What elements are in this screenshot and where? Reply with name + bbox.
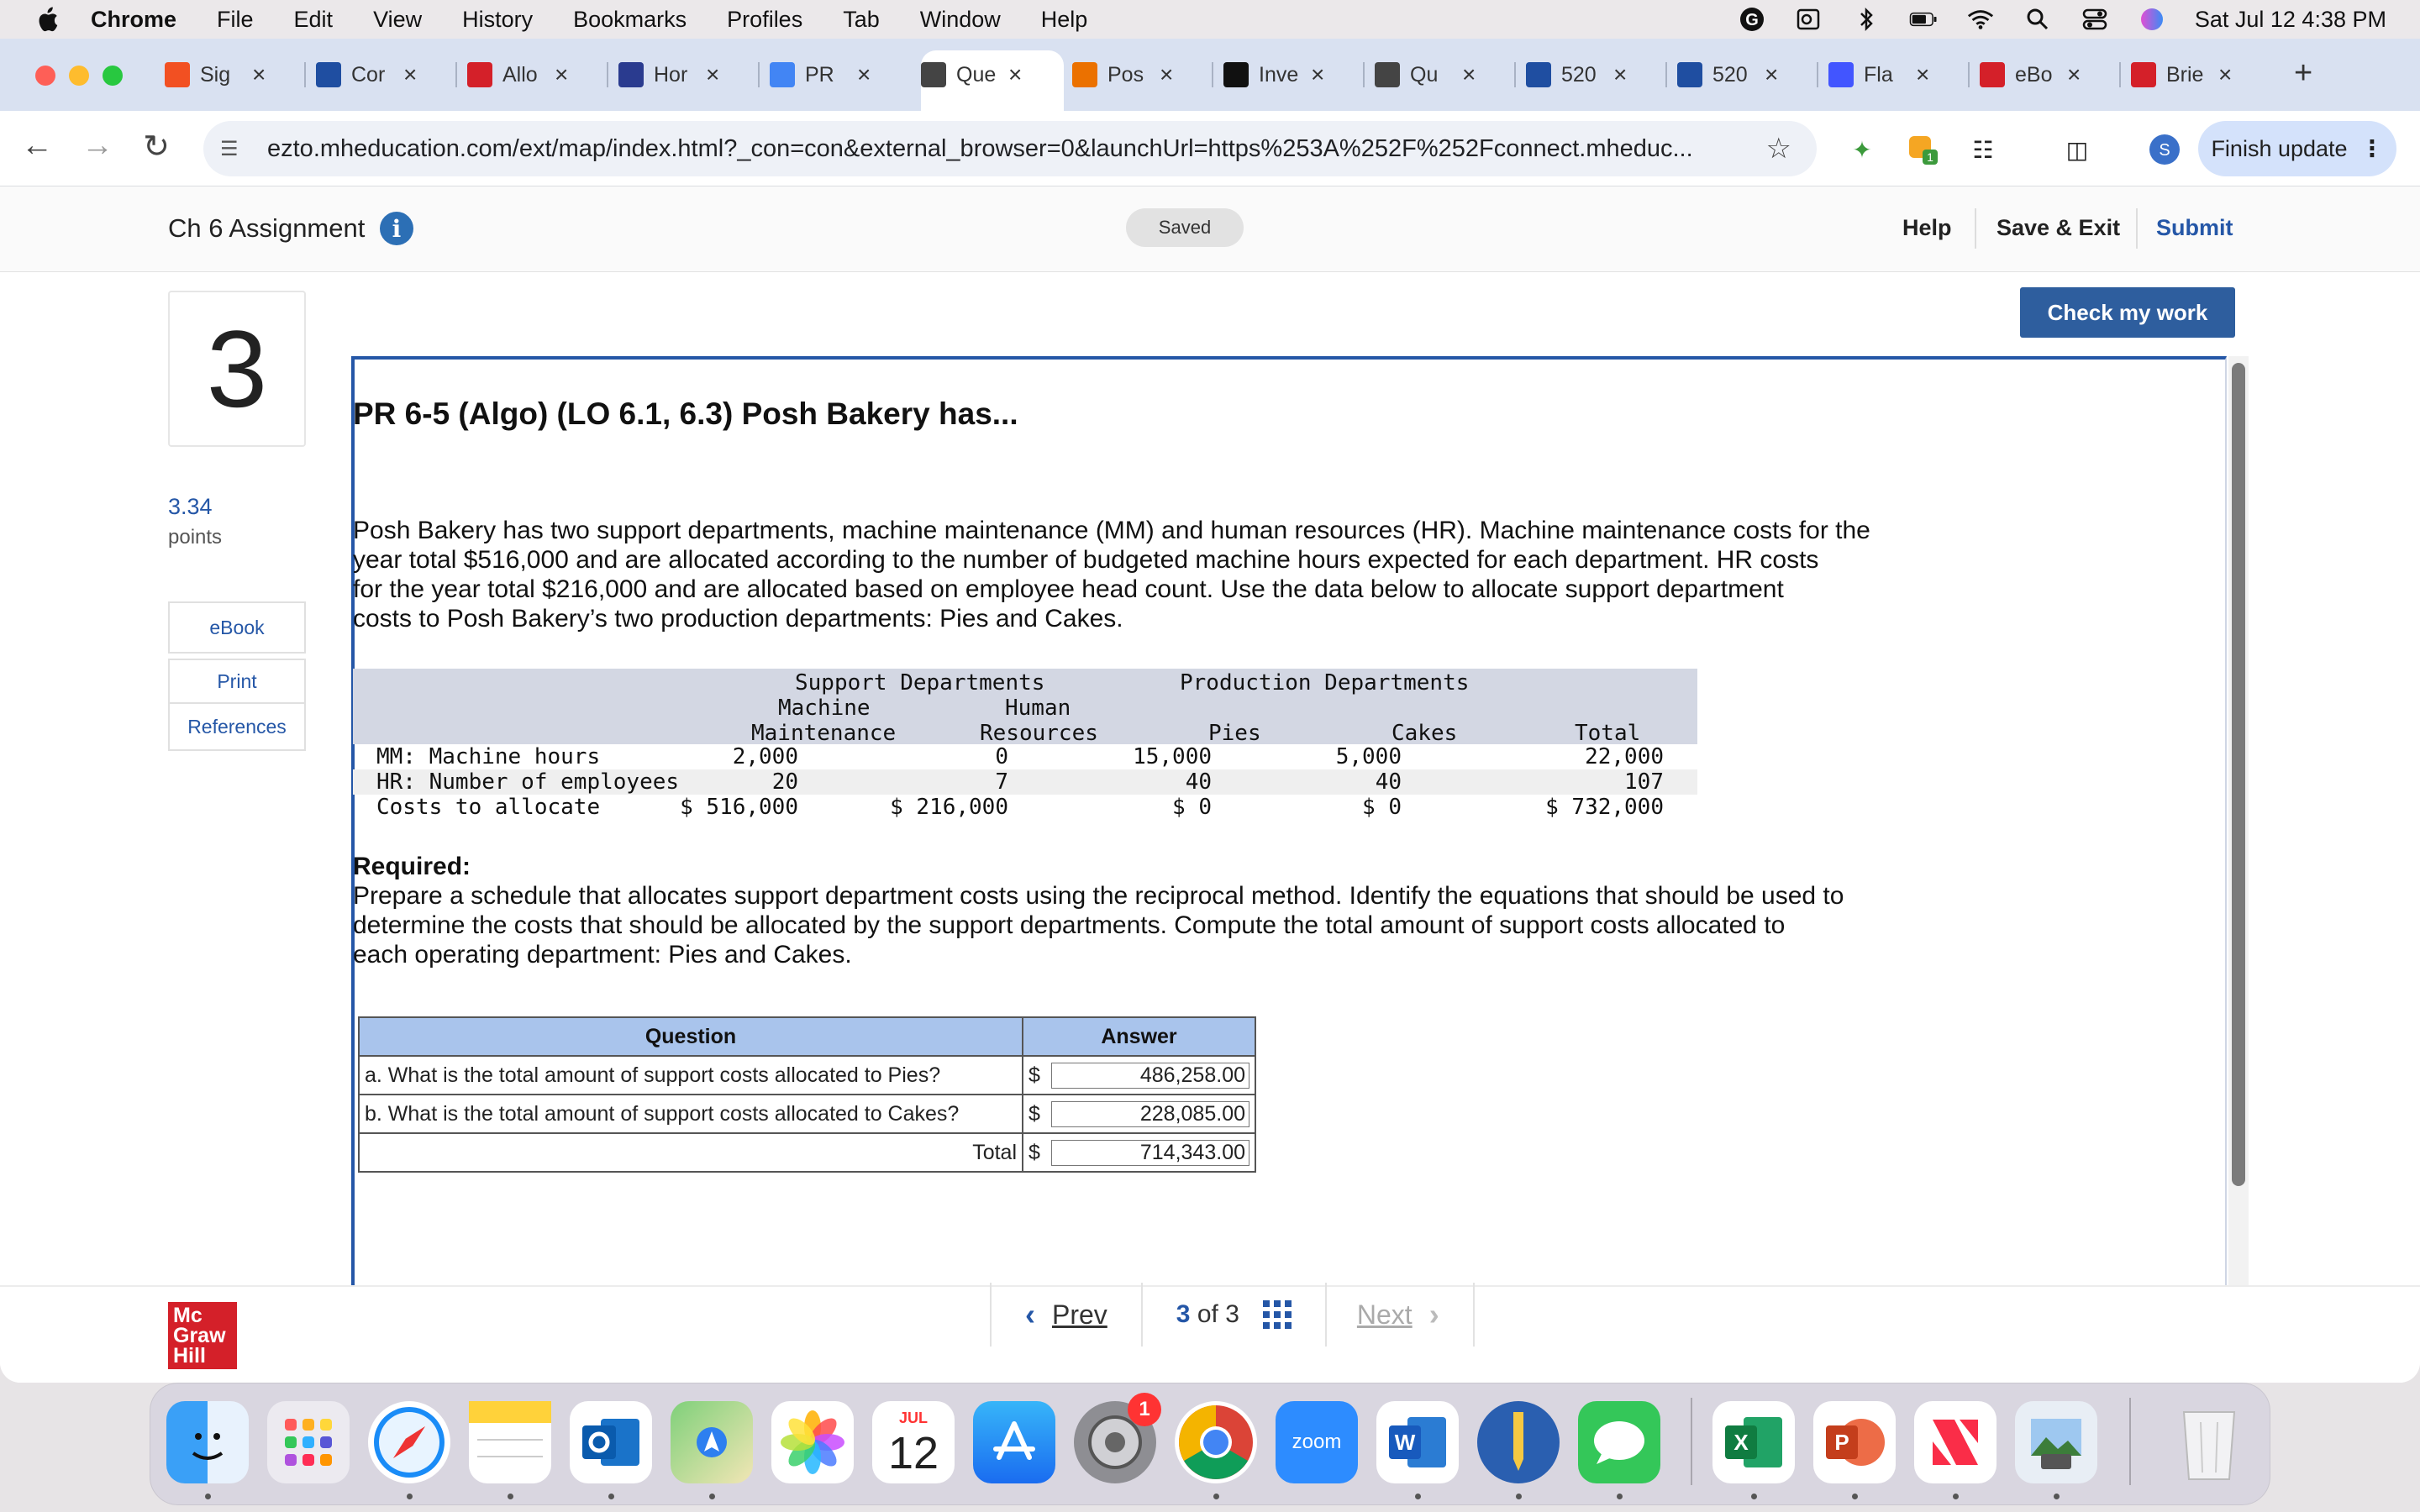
tab-separator (607, 62, 608, 87)
apple-icon[interactable] (32, 6, 62, 33)
cell-cakes: 5,000 (1335, 744, 1402, 769)
print-button[interactable]: Print (170, 660, 304, 704)
cell-hr: 7 (995, 769, 1008, 795)
browser-tab[interactable] (165, 57, 266, 92)
extension-badge-count: 1 (1927, 150, 1933, 164)
next-chevron-icon[interactable]: › (1428, 1297, 1439, 1331)
windows-icon (165, 62, 190, 87)
cell-pies: 40 (1185, 769, 1212, 795)
running-indicator (1852, 1494, 1858, 1499)
tab-label: PR (805, 62, 834, 87)
cell-pies: 15,000 (1133, 744, 1212, 769)
svg-text:X: X (1733, 1430, 1749, 1455)
mcgraw-icon (467, 62, 492, 87)
required-line: determine the costs that should be allocated by the support departments. Compute the total amount of support costs allocated to (353, 911, 1786, 939)
tab-close-icon[interactable]: × (1613, 61, 1628, 87)
powerpoint-icon[interactable] (1813, 1401, 1896, 1483)
tab-close-icon[interactable]: × (1008, 61, 1023, 87)
question-intro (353, 516, 1941, 633)
running-indicator (1953, 1494, 1959, 1499)
question-number: 3 (168, 291, 306, 447)
calendar-day: 12 (887, 1428, 939, 1478)
profile-initial: S (2159, 141, 2170, 160)
tab-close-icon[interactable]: × (1462, 61, 1476, 87)
extensions-puzzle-icon[interactable]: ☷ (1972, 136, 1994, 163)
menubar-datetime[interactable]: Sat Jul 12 4:38 PM (2194, 6, 2386, 32)
browser-tab[interactable] (618, 57, 719, 92)
tab-close-icon[interactable]: × (1765, 61, 1779, 87)
answer-table-header (359, 1017, 1255, 1056)
running-indicator (709, 1494, 715, 1499)
browser-tab[interactable] (1223, 57, 1324, 92)
browser-tab[interactable] (1677, 57, 1778, 92)
preview-icon[interactable] (2015, 1401, 2097, 1483)
browser-tab[interactable] (1072, 57, 1173, 92)
running-indicator (1213, 1494, 1219, 1499)
question-grid-icon[interactable] (1263, 1300, 1292, 1329)
browser-tab[interactable] (770, 57, 871, 92)
notes-icon[interactable] (469, 1401, 551, 1483)
answer-a-input[interactable]: 486,258.00 (1051, 1063, 1249, 1089)
menu-profiles[interactable]: Profiles (727, 6, 803, 32)
wifi-icon[interactable] (1966, 7, 1995, 32)
cell-cakes: $ 0 (1362, 795, 1402, 820)
help-link[interactable]: Help (1902, 215, 1952, 240)
points-label: points (168, 526, 223, 549)
row-label: MM: Machine hours (376, 744, 601, 769)
tab-separator (1665, 62, 1667, 87)
browser-tab[interactable] (1375, 57, 1476, 92)
points-value: 3.34 (168, 494, 213, 519)
finish-update-button[interactable] (2198, 121, 2396, 176)
menu-help[interactable]: Help (1040, 6, 1088, 32)
tab-separator (2119, 62, 2121, 87)
table-row-total (359, 1133, 1255, 1172)
header-resources: Resources (980, 721, 1098, 746)
running-indicator (1751, 1494, 1757, 1499)
header-question: Question (359, 1017, 1023, 1056)
zoom-icon[interactable] (1276, 1401, 1358, 1483)
cell-total: 107 (1624, 769, 1664, 795)
grammarly-icon[interactable] (1738, 7, 1766, 32)
table-row (359, 1095, 1255, 1133)
question-b: b. What is the total amount of support costs allocated to Cakes? (359, 1095, 1023, 1133)
safari-icon[interactable] (368, 1401, 450, 1483)
tab-separator (1968, 62, 1970, 87)
header-answer: Answer (1023, 1017, 1255, 1056)
browser-tab[interactable] (921, 57, 1022, 92)
save-exit-button[interactable]: Save & Exit (1996, 215, 2121, 240)
tab-close-icon[interactable]: × (857, 61, 871, 87)
header-divider (2136, 208, 2138, 249)
svg-text:P: P (1834, 1430, 1849, 1455)
browser-tab[interactable] (2131, 57, 2232, 92)
question-title: PR 6-5 (Algo) (LO 6.1, 6.3) Posh Bakery has... (353, 396, 1018, 431)
cell-total: $ 732,000 (1545, 795, 1664, 820)
calendar-icon[interactable] (872, 1401, 955, 1483)
mh-icon (1677, 62, 1702, 87)
header-support-departments: Support Departments (795, 670, 1045, 696)
assignment-title: Ch 6 Assignment (168, 213, 366, 243)
running-indicator (1617, 1494, 1623, 1499)
menu-view[interactable]: View (373, 6, 423, 32)
finish-update-label: Finish update (2211, 135, 2348, 161)
finder-icon[interactable] (166, 1401, 249, 1483)
header-machine: Machine (778, 696, 871, 721)
resource-box-ebook (168, 601, 306, 654)
cell-pies: $ 0 (1172, 795, 1212, 820)
intro-line: for the year total $216,000 and are allocated based on employee head count. Use the data below to allocate support department (353, 575, 1784, 603)
tab-label: Qu (1410, 62, 1439, 87)
tab-label: Brie (2166, 62, 2204, 87)
menu-tab[interactable]: Tab (843, 6, 880, 32)
tab-close-icon[interactable]: × (555, 61, 569, 87)
chrome-icon[interactable] (1175, 1401, 1257, 1483)
reload-button[interactable]: ↻ (143, 129, 170, 165)
required-line: each operating department: Pies and Cakes. (353, 941, 852, 969)
cell-mm: $ 516,000 (680, 795, 798, 820)
outlook-icon[interactable] (570, 1401, 652, 1483)
bluetooth-icon[interactable] (1852, 7, 1881, 32)
menu-window[interactable]: Window (919, 6, 1001, 32)
browser-tab[interactable] (467, 57, 568, 92)
url-text[interactable]: ezto.mheducation.com/ext/map/index.html?_con=con&external_browser=0&launchUrl=https%253A%252F%252Fconnect.mheduc... (267, 134, 1693, 162)
required-line: Prepare a schedule that allocates support department costs using the reciprocal method. Identify the equations that should be used to (353, 882, 1844, 910)
news-icon[interactable] (1914, 1401, 1996, 1483)
mh-icon (316, 62, 341, 87)
siri-icon[interactable] (2138, 7, 2166, 32)
pencil-app-icon[interactable] (1477, 1401, 1560, 1483)
header-maintenance: Maintenance (751, 721, 897, 746)
window-minimize-button[interactable] (69, 66, 89, 86)
web-page (0, 186, 2420, 1383)
new-tab-button[interactable]: + (2294, 55, 2313, 91)
header-pies: Pies (1208, 721, 1261, 746)
tab-close-icon[interactable]: × (1160, 61, 1174, 87)
header-total: Total (1575, 721, 1641, 746)
currency-symbol: $ (1023, 1133, 1046, 1172)
question-a: a. What is the total amount of support costs allocated to Pies? (359, 1056, 1023, 1095)
running-indicator (1415, 1494, 1421, 1499)
cell-hr: $ 216,000 (890, 795, 1008, 820)
control-center-icon[interactable] (2081, 7, 2109, 32)
total-value: 714,343.00 (1051, 1140, 1249, 1166)
menu-file[interactable]: File (217, 6, 254, 32)
cell-total: 22,000 (1585, 744, 1664, 769)
cell-mm: 2,000 (732, 744, 798, 769)
word-icon[interactable] (1376, 1401, 1459, 1483)
info-icon[interactable]: i (380, 212, 413, 245)
tab-label: Cor (351, 62, 386, 87)
system-settings-icon[interactable] (1074, 1398, 1156, 1483)
macos-menubar (0, 0, 2420, 39)
tab-label: 520 (1712, 62, 1748, 87)
openai-icon (1223, 62, 1249, 87)
mcgraw-icon (2131, 62, 2156, 87)
tab-close-icon[interactable]: × (1916, 61, 1930, 87)
required-section (353, 852, 1941, 969)
quizlet-icon (1828, 62, 1854, 87)
more-menu-icon[interactable]: ⋮ (2360, 135, 2384, 161)
intro-line: year total $516,000 and are allocated according to the number of budgeted machine hours expected for each department. HR costs (353, 546, 1819, 574)
prev-chevron-icon[interactable]: ‹ (1025, 1297, 1035, 1331)
next-button[interactable]: Next (1356, 1299, 1413, 1330)
tab-label: Pos (1107, 62, 1144, 87)
tab-label: eBo (2015, 62, 2053, 87)
table-row (359, 1056, 1255, 1095)
running-indicator (407, 1494, 413, 1499)
zoom-label: zoom (1292, 1431, 1342, 1453)
back-button[interactable]: ← (21, 128, 53, 163)
table-row (353, 795, 1697, 820)
question-pager (990, 1280, 1512, 1349)
tab-label: Inve (1259, 62, 1299, 87)
required-label: Required: (353, 853, 471, 880)
menu-edit[interactable]: Edit (293, 6, 334, 32)
question-scrollbar-thumb[interactable] (2232, 363, 2245, 1186)
menu-history[interactable]: History (462, 6, 534, 32)
running-indicator (1516, 1494, 1522, 1499)
maps-icon[interactable] (671, 1401, 753, 1483)
menu-bookmarks[interactable]: Bookmarks (573, 6, 687, 32)
references-button[interactable]: References (187, 715, 287, 738)
prev-button[interactable]: Prev (1052, 1299, 1107, 1330)
tab-separator (1212, 62, 1213, 87)
tab-close-icon[interactable]: × (1311, 61, 1325, 87)
tab-separator (1514, 62, 1516, 87)
currency-symbol: $ (1023, 1095, 1046, 1133)
google-icon (770, 62, 795, 87)
dock-divider (2129, 1398, 2131, 1485)
excel-icon[interactable] (1712, 1401, 1795, 1483)
intro-line: Posh Bakery has two support departments, machine maintenance (MM) and human resources (HR). Machine maintenance costs for the (353, 517, 1870, 544)
tab-separator (1363, 62, 1365, 87)
trash-icon[interactable] (2168, 1401, 2250, 1483)
tab-label: Fla (1864, 62, 1893, 87)
tab-separator (758, 62, 760, 87)
assignment-header (0, 186, 2420, 272)
saved-status-badge: Saved (1126, 208, 1244, 247)
header-human: Human (1005, 696, 1071, 721)
browser-tab[interactable] (1980, 57, 2081, 92)
svg-text:G: G (1745, 11, 1759, 29)
ebook-button[interactable]: eBook (209, 616, 265, 638)
window-close-button[interactable] (35, 66, 55, 86)
cell-hr: 0 (995, 744, 1008, 769)
menu-app-name[interactable]: Chrome (91, 6, 177, 32)
mh-icon (1526, 62, 1551, 87)
browser-tab[interactable] (1526, 57, 1627, 92)
cell-cakes: 40 (1375, 769, 1402, 795)
settings-badge: 1 (1128, 1393, 1161, 1426)
profile-avatar[interactable] (2148, 133, 2181, 166)
tab-close-icon[interactable]: × (2218, 61, 2233, 87)
row-label: Costs to allocate (376, 795, 601, 820)
bookmark-star-icon[interactable]: ☆ (1765, 133, 1791, 165)
running-indicator (508, 1494, 513, 1499)
data-table-header (353, 669, 1697, 744)
answer-b-input[interactable]: 228,085.00 (1051, 1101, 1249, 1127)
window-zoom-button[interactable] (103, 66, 123, 86)
outlook-tray-icon[interactable] (1795, 7, 1823, 32)
page-indicator: 3 of 3 (1176, 1300, 1239, 1328)
header-production-departments: Production Departments (1180, 670, 1470, 696)
battery-icon[interactable] (1909, 7, 1938, 32)
total-label: Total (359, 1133, 1023, 1172)
check-my-work-button[interactable]: Check my work (2020, 287, 2235, 338)
cell-mm: 20 (771, 769, 798, 795)
tab-separator (455, 62, 457, 87)
star-icon (618, 62, 644, 87)
tab-separator (304, 62, 306, 87)
answer-table (358, 1016, 1256, 1173)
photos-icon[interactable] (771, 1401, 854, 1483)
tab-label: Sig (200, 62, 231, 87)
tab-close-icon[interactable]: × (403, 61, 418, 87)
header-divider (1975, 208, 1976, 249)
tab-search-icon[interactable]: ◫ (2065, 136, 2089, 163)
intro-line: costs to Posh Bakery’s two production departments: Pies and Cakes. (353, 605, 1123, 633)
extension-leaf-icon[interactable]: ✦ (1852, 136, 1872, 163)
submit-button[interactable]: Submit (2156, 215, 2233, 240)
launchpad-icon[interactable] (267, 1401, 350, 1483)
tab-label: Que (956, 62, 997, 87)
forward-button[interactable]: → (82, 128, 113, 163)
tab-close-icon[interactable]: × (252, 61, 266, 87)
running-indicator (205, 1494, 211, 1499)
calendar-month: JUL (898, 1410, 928, 1426)
tab-label: Hor (654, 62, 688, 87)
chegg-icon (1072, 62, 1097, 87)
tab-close-icon[interactable]: × (706, 61, 720, 87)
site-info-icon[interactable]: ☰ (220, 137, 239, 160)
address-bar[interactable] (203, 121, 1817, 176)
table-row (353, 769, 1697, 795)
spotlight-search-icon[interactable] (2023, 7, 2052, 32)
tab-close-icon[interactable]: × (2067, 61, 2081, 87)
m-icon (1980, 62, 2005, 87)
header-cakes: Cakes (1392, 721, 1458, 746)
browser-tab[interactable] (316, 57, 417, 92)
dock-divider (1691, 1398, 1692, 1485)
messages-icon[interactable] (1578, 1401, 1660, 1483)
browser-tab[interactable] (1828, 57, 1929, 92)
chatgpt-icon (921, 62, 946, 87)
app-store-icon[interactable] (973, 1401, 1055, 1483)
table-row (353, 744, 1697, 769)
tab-label: 520 (1561, 62, 1597, 87)
tab-separator (1817, 62, 1818, 87)
row-label: HR: Number of employees (376, 769, 680, 795)
running-indicator (2054, 1494, 2060, 1499)
currency-symbol: $ (1023, 1056, 1046, 1095)
svg-text:W: W (1394, 1430, 1416, 1455)
tab-label: Allo (502, 62, 538, 87)
chatgpt-icon (1375, 62, 1400, 87)
mcgraw-hill-logo: Mc Graw Hill (168, 1302, 237, 1369)
extension-badge-icon[interactable] (1906, 133, 1939, 166)
running-indicator (608, 1494, 614, 1499)
resource-box-tools (168, 659, 306, 751)
